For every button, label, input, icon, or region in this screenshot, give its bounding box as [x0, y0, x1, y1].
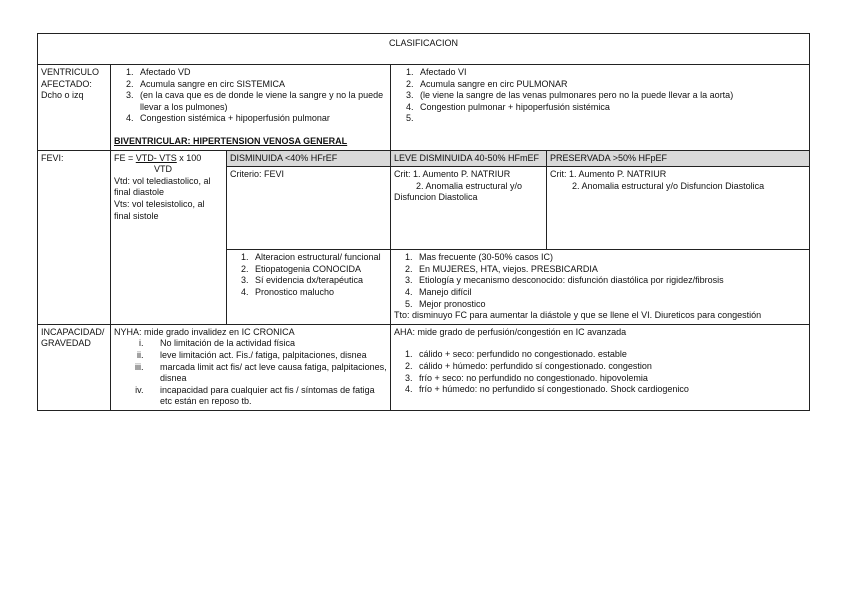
- list-item: 3. Sí evidencia dx/terapéutica: [251, 275, 387, 287]
- formula-denominator: VTD: [154, 164, 172, 175]
- title-row: [38, 34, 810, 65]
- preservada-detail: [391, 250, 810, 325]
- gravedad-label: INCAPACIDAD/ GRAVEDAD: [38, 324, 111, 410]
- list-item: ii. leve limitación act. Fis./ fatiga, palpitaciones, disnea: [146, 350, 387, 362]
- tto-note: Tto: disminuyo FC para aumentar la diástole y que se llene el VI. Diureticos para congestión: [394, 310, 762, 321]
- list-item: [416, 113, 806, 125]
- biventricular-note: BIVENTRICULAR: HIPERTENSION VENOSA GENERAL: [114, 135, 348, 146]
- preservada-list: [394, 252, 806, 310]
- vtd-definition: Vtd: vol telediastolico, al final diastole: [114, 175, 211, 198]
- table-title: CLASIFICACION: [38, 34, 810, 65]
- aha-list: [394, 349, 806, 395]
- ventriculo-label: VENTRICULO AFECTADO: Dcho o izq: [38, 65, 111, 151]
- list-item: 4. frío + húmedo: no perfundido sí congestionado. Shock cardiogenico: [415, 384, 806, 396]
- preservada-criterio: Crit: 1. Aumento P. NATRIUR 2. Anomalia estructural y/o Disfuncion Diastolica: [547, 167, 810, 250]
- list-item: 3. (le viene la sangre de las venas pulmonares pero no la puede llevar a la aorta): [416, 90, 806, 102]
- list-item: 1. Afectado VI: [416, 67, 806, 79]
- list-item: 2. Acumula sangre en circ SISTEMICA: [136, 79, 387, 91]
- list-item: 1. Afectado VD: [136, 67, 387, 79]
- aha-cell: [391, 324, 810, 410]
- list-item: i. No limitación de la actividad física: [146, 338, 387, 350]
- list-item: iv. incapacidad para cualquier act fis / síntomas de fatiga etc están en reposo tb.: [146, 385, 387, 408]
- list-item: 2. Acumula sangre en circ PULMONAR: [416, 79, 806, 91]
- list-item: 5. Mejor pronostico: [415, 299, 806, 311]
- list-item: 2. cálido + húmedo: perfundido sí congestionado. congestion: [415, 361, 806, 373]
- list-item: 4. Pronostico malucho: [251, 287, 387, 299]
- list-item: 2. En MUJERES, HTA, viejos. PRESBICARDIA: [415, 264, 806, 276]
- vts-definition: Vts: vol telesistolico, al final sistole: [114, 198, 205, 221]
- nyha-list: [114, 338, 387, 408]
- ventriculo-row: [38, 65, 810, 151]
- list-item: 4. Congestion pulmonar + hipoperfusión sistémica: [416, 102, 806, 114]
- list-item: 1. Mas frecuente (30-50% casos IC): [415, 252, 806, 264]
- leve-header: LEVE DISMINUIDA 40-50% HFmEF: [391, 150, 547, 167]
- list-item: 4. Manejo difícil: [415, 287, 806, 299]
- aha-intro: AHA: mide grado de perfusión/congestión en IC avanzada: [394, 326, 627, 337]
- formula-numerator: VTD- VTS: [135, 152, 177, 163]
- fevi-label: FEVI:: [38, 150, 111, 324]
- nyha-intro: NYHA: mide grado invalidez en IC CRONICA: [114, 326, 295, 337]
- ventriculo-derecho-cell: [111, 65, 391, 151]
- disminuida-criterio: Criterio: FEVI: [227, 167, 391, 250]
- ventriculo-izquierdo-cell: [391, 65, 810, 151]
- fevi-formula: FE = VTD- VTS x 100: [114, 152, 202, 163]
- list-item: 4. Congestion sistémica + hipoperfusión pulmonar: [136, 113, 387, 125]
- list-item: 3. frío + seco: no perfundido no congestionado. hipovolemia: [415, 373, 806, 385]
- list-item: iii. marcada limit act fis/ act leve causa fatiga, palpitaciones, disnea: [146, 362, 387, 385]
- fevi-header-row: [38, 150, 810, 167]
- leve-criterio: Crit: 1. Aumento P. NATRIUR 2. Anomalia estructural y/o Disfuncion Diastolica: [391, 167, 547, 250]
- ventriculo-izquierdo-list: [394, 67, 806, 125]
- disminuida-header: DISMINUIDA <40% HFrEF: [227, 150, 391, 167]
- gravedad-row: [38, 324, 810, 410]
- disminuida-list: [230, 252, 387, 298]
- list-item: 3. Etiología y mecanismo desconocido: disfunción diastólica por rigidez/fibrosis: [415, 275, 806, 287]
- list-item: 2. Etiopatogenia CONOCIDA: [251, 264, 387, 276]
- list-item: 3. (en la cava que es de donde le viene la sangre y no la puede llevar a los pulmones): [136, 90, 387, 113]
- nyha-cell: [111, 324, 391, 410]
- list-item: 1. Alteracion estructural/ funcional: [251, 252, 387, 264]
- fevi-formula-cell: [111, 150, 227, 324]
- disminuida-detail: [227, 250, 391, 325]
- list-item: 1. cálido + seco: perfundido no congestionado. estable: [415, 349, 806, 361]
- preservada-header: PRESERVADA >50% HFpEF: [547, 150, 810, 167]
- ventriculo-derecho-list: [114, 67, 387, 125]
- classification-table: [37, 33, 810, 411]
